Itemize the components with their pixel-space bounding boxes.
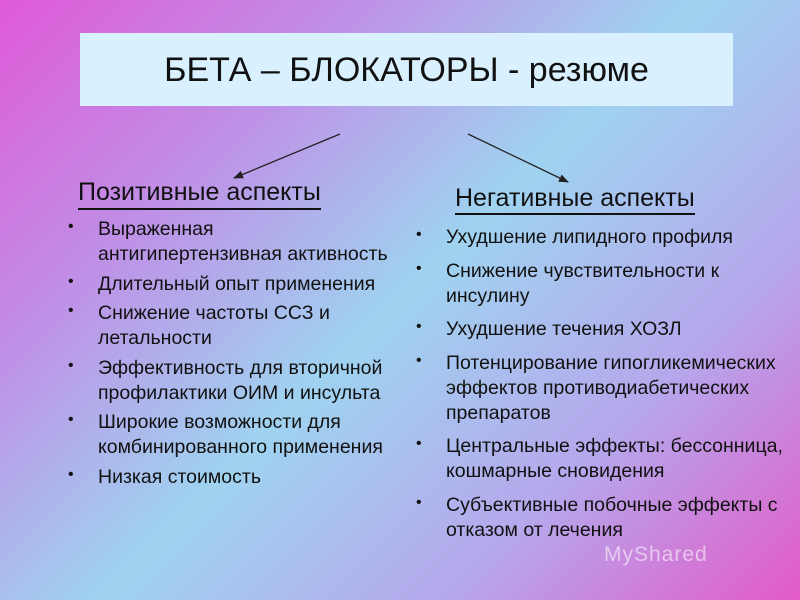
bullet-icon: •	[68, 272, 74, 290]
negative-aspects-heading	[455, 186, 695, 211]
slide-title: БЕТА – БЛОКАТОРЫ - резюме	[164, 50, 649, 89]
list-item	[68, 410, 388, 460]
bullet-icon: •	[68, 218, 74, 235]
arrow-to-negative	[468, 134, 568, 182]
list-item-text: Снижение чувствительности к инсулину	[446, 259, 720, 307]
list-item-text: Эффективность для вторичной профилактики ОИМ и инсульта	[98, 356, 383, 404]
list-item-text: Ухудшение липидного профиля	[446, 226, 733, 248]
list-item-text: Широкие возможности для комбинированного применения	[98, 411, 383, 458]
bullet-icon: •	[68, 465, 74, 483]
list-item	[68, 301, 388, 351]
bullet-icon: •	[416, 259, 422, 277]
bullet-icon: •	[416, 318, 422, 336]
list-item	[416, 434, 786, 484]
list-item	[68, 356, 388, 406]
list-item-text: Потенцирование гипогликемических эффектов противодиабетических препаратов	[446, 352, 776, 424]
list-item	[68, 465, 388, 490]
list-item	[416, 493, 786, 543]
bullet-icon: •	[416, 435, 422, 453]
arrow-to-positive	[234, 134, 340, 178]
bullet-icon: •	[68, 302, 74, 320]
list-item-text: Центральные эффекты: бессонница, кошмарные сновидения	[446, 435, 783, 482]
list-item-text: Низкая стоимость	[98, 465, 261, 488]
slide-title-box	[80, 33, 733, 106]
heading-underline	[455, 213, 695, 215]
list-item-text: Ухудшение течения ХОЗЛ	[446, 318, 682, 341]
list-item	[416, 225, 786, 250]
list-item	[416, 351, 786, 425]
list-item	[68, 272, 388, 297]
list-item	[416, 317, 786, 342]
positive-aspects-list	[68, 217, 388, 495]
list-item-text: Снижение частоты ССЗ и летальности	[98, 302, 330, 349]
bullet-icon: •	[416, 493, 422, 511]
positive-aspects-heading-text: Позитивные аспекты	[78, 178, 321, 206]
bullet-icon: •	[416, 352, 422, 369]
bullet-icon: •	[68, 411, 74, 429]
bullet-icon: •	[416, 226, 422, 243]
list-item-text: Выраженная антигипертензивная активность	[98, 218, 388, 265]
negative-aspects-heading-text: Негативные аспекты	[455, 184, 695, 212]
heading-underline	[78, 208, 321, 210]
list-item	[416, 259, 786, 309]
list-item-text: Субъективные побочные эффекты с отказом от лечения	[446, 493, 778, 541]
bullet-icon: •	[68, 356, 74, 374]
negative-aspects-list	[416, 225, 786, 551]
list-item-text: Длительный опыт применения	[98, 272, 376, 295]
watermark-logo: MyShared	[604, 543, 708, 566]
positive-aspects-heading	[78, 180, 321, 205]
list-item	[68, 217, 388, 267]
